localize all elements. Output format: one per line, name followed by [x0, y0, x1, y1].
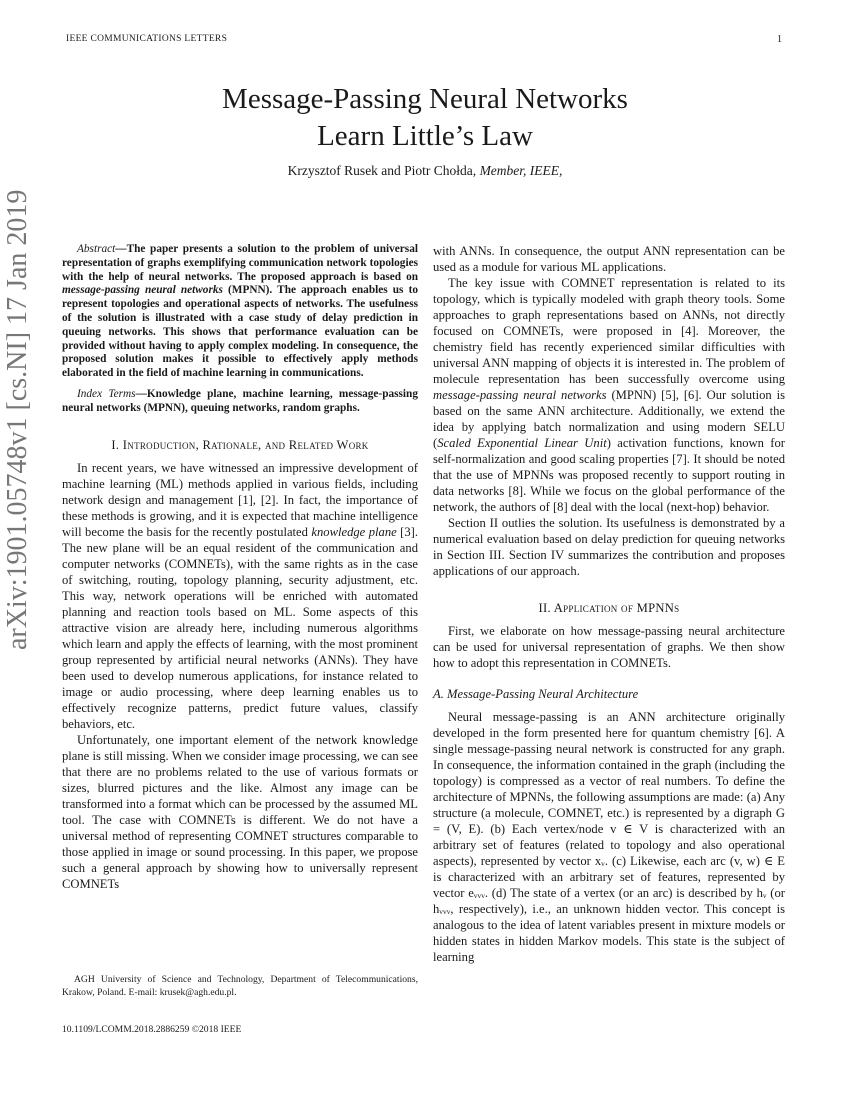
- arxiv-stamp: arXiv:1901.05748v1 [cs.NI] 17 Jan 2019: [2, 189, 33, 650]
- intro-p1-text-a: In recent years, we have witnessed an impressive development of machine learning (ML) methods applied in various fields, including network design and management [1], [2]. In fact, the importance of these methods is growing, and it is expected that machine intelligence will become the basis for the recently postulated: [62, 460, 418, 539]
- abstract-text-2: (MPNN). The approach enables us to represent topologies and operational aspects of networks. The usefulness of the solution is illustrated with a case study of delay prediction in queuing networks. This shows that performance evaluation can be provided without having to apply complex modeling. In consequence, the proposed solution makes it possible to effectively apply methods elaborated in the field of machine learning in communications.: [62, 284, 418, 380]
- running-head: IEEE COMMUNICATIONS LETTERS: [66, 34, 228, 44]
- abstract: [62, 243, 418, 381]
- author-names: Krzysztof Rusek and Piotr Chołda,: [287, 163, 477, 178]
- intro-paragraph-1: [62, 460, 418, 732]
- paper-title: [0, 81, 850, 155]
- abstract-text-1: —The paper presents a solution to the problem of universal representation of graphs exemplifying communication network topologies with the help of neural networks. The proposed approach is based on: [62, 243, 418, 283]
- index-terms: [62, 388, 418, 416]
- right-column: [433, 243, 785, 965]
- abstract-lead: Abstract: [77, 243, 116, 255]
- author-line: [0, 163, 850, 179]
- subsection-a-paragraph: Neural message-passing is an ANN architecture originally developed in the form presented here for quantum chemistry [6]. A single message-passing neural network is constructed for any graph. In consequence, the information contained in the graph (including the topology) is compressed as a vector of real numbers. To define the architecture of MPNNs, the following assumptions are made: (a) Any structure (a molecule, COMNET, etc.) is represented by a digraph G = (V, E). (b) Each vertex/node v ∈ V is characterized with an arbitrary set of features (related to topology and also operational aspects), represented by vector xᵥ. (c) Likewise, each arc (v, w) ∈ E is characterized with an arbitrary set of features, represented by vector eᵥᵥᵥ. (d) The state of a vertex (or an arc) is described by hᵥ (or hᵥᵥᵥ, respectively), i.e., an unknown hidden vector. This concept is analogous to the idea of latent variables present in mixture models or hidden states in hidden Markov models. This state is the subject of learning: [433, 710, 785, 964]
- subsection-a-heading: A. Message-Passing Neural Architecture: [433, 687, 639, 701]
- abstract-emphasis: message-passing neural networks: [62, 284, 223, 297]
- author-role: Member, IEEE,: [479, 163, 563, 178]
- right-paragraph-1: [433, 275, 785, 515]
- section-2-paragraph-1: First, we elaborate on how message-passing neural architecture can be used for universal representation of graphs. We then show how to adopt this representation in COMNETs.: [433, 624, 785, 670]
- section-1-heading: I. Introduction, Rationale, and Related Work: [111, 437, 369, 452]
- right-p1-text-a: The key issue with COMNET representation is related to its topology, which is typically modeled with graph theory tools. Some approaches to graph representations based on ANNs, not directly focused on COMNETs, were proposed in [4]. Moreover, the chemistry field has recently experienced similar difficulties with universal ANN mapping of objects it is interested in. The problem of molecule representation has been successfully overcome using: [433, 276, 785, 386]
- index-terms-lead: Index Terms: [77, 387, 136, 400]
- title-line-2: Learn Little’s Law: [317, 120, 533, 152]
- page-number: 1: [777, 34, 782, 45]
- title-line-1: Message-Passing Neural Networks: [222, 83, 628, 115]
- right-p1-emphasis-2: Scaled Exponential Linear Unit: [437, 436, 607, 450]
- index-terms-text: —Knowledge plane, machine learning, message-passing neural networks (MPNN), queuing networks, random graphs.: [62, 387, 418, 414]
- doi-line: 10.1109/LCOMM.2018.2886259 ©2018 IEEE: [62, 1024, 242, 1035]
- right-p1-emphasis: message-passing neural networks: [433, 388, 607, 402]
- right-p1-text-c: ) activation functions, known for self-normalization and good scaling properties [7]. It should be noted that the use of MPNNs was proposed recently to support routing in data networks [8]. While we focus on the global performance of the network, the authors of [8] deal with the local (next-hop) behavior.: [433, 436, 785, 514]
- left-column: [62, 243, 418, 892]
- right-paragraph-0: with ANNs. In consequence, the output ANN representation can be used as a module for various ML applications.: [433, 244, 785, 274]
- intro-paragraph-2: Unfortunately, one important element of the network knowledge plane is still missing. When we consider image processing, we can see that there are no problems related to the use of various formats or sizes, blurred pictures and the like. Almost any image can be transformed into a format which can be processed by the assumed ML tool. The case with COMNETs is different. We do not have a universal method of representing COMNET structures comparable to those applied in image or sound processing. In this paper, we propose such a general approach by showing how to universally represent COMNETs: [62, 732, 418, 891]
- right-paragraph-2: Section II outlies the solution. Its usefulness is demonstrated by a numerical evaluation based on delay prediction for queuing networks in Section III. Section IV summarizes the contribution and proposes applications of our approach.: [433, 516, 785, 578]
- right-p1-text-b: (MPNN) [5], [6]. Our solution is based on the same ANN architecture. Additionally, we extend the idea by applying batch normalization and using modern SELU (: [433, 388, 785, 450]
- section-2-heading: II. Application of MPNNs: [538, 601, 680, 615]
- intro-p1-text-b: [3]. The new plane will be an equal resident of the communication and computer networks (COMNETs), with the same rights as in the case of switching, routing, topology planning, security adjustment, etc. This way, network operations will be enriched with automated planning and reaction tools based on ML. Some aspects of this attractive vision are already here, including numerous algorithms which learn and apply the effects of learning, with the most prominent group represented by artificial neural networks (ANNs). They have been used to develop numerous applications, for instance related to image or audio processing, where deep learning enables us to effectively recognize patterns, predict future values, classify behaviors, etc.: [62, 524, 418, 731]
- intro-p1-emphasis: knowledge plane: [311, 524, 397, 539]
- affiliation-footnote: AGH University of Science and Technology, Department of Telecommunications, Krakow, Poland. E-mail: krusek@agh.edu.pl.: [62, 974, 418, 998]
